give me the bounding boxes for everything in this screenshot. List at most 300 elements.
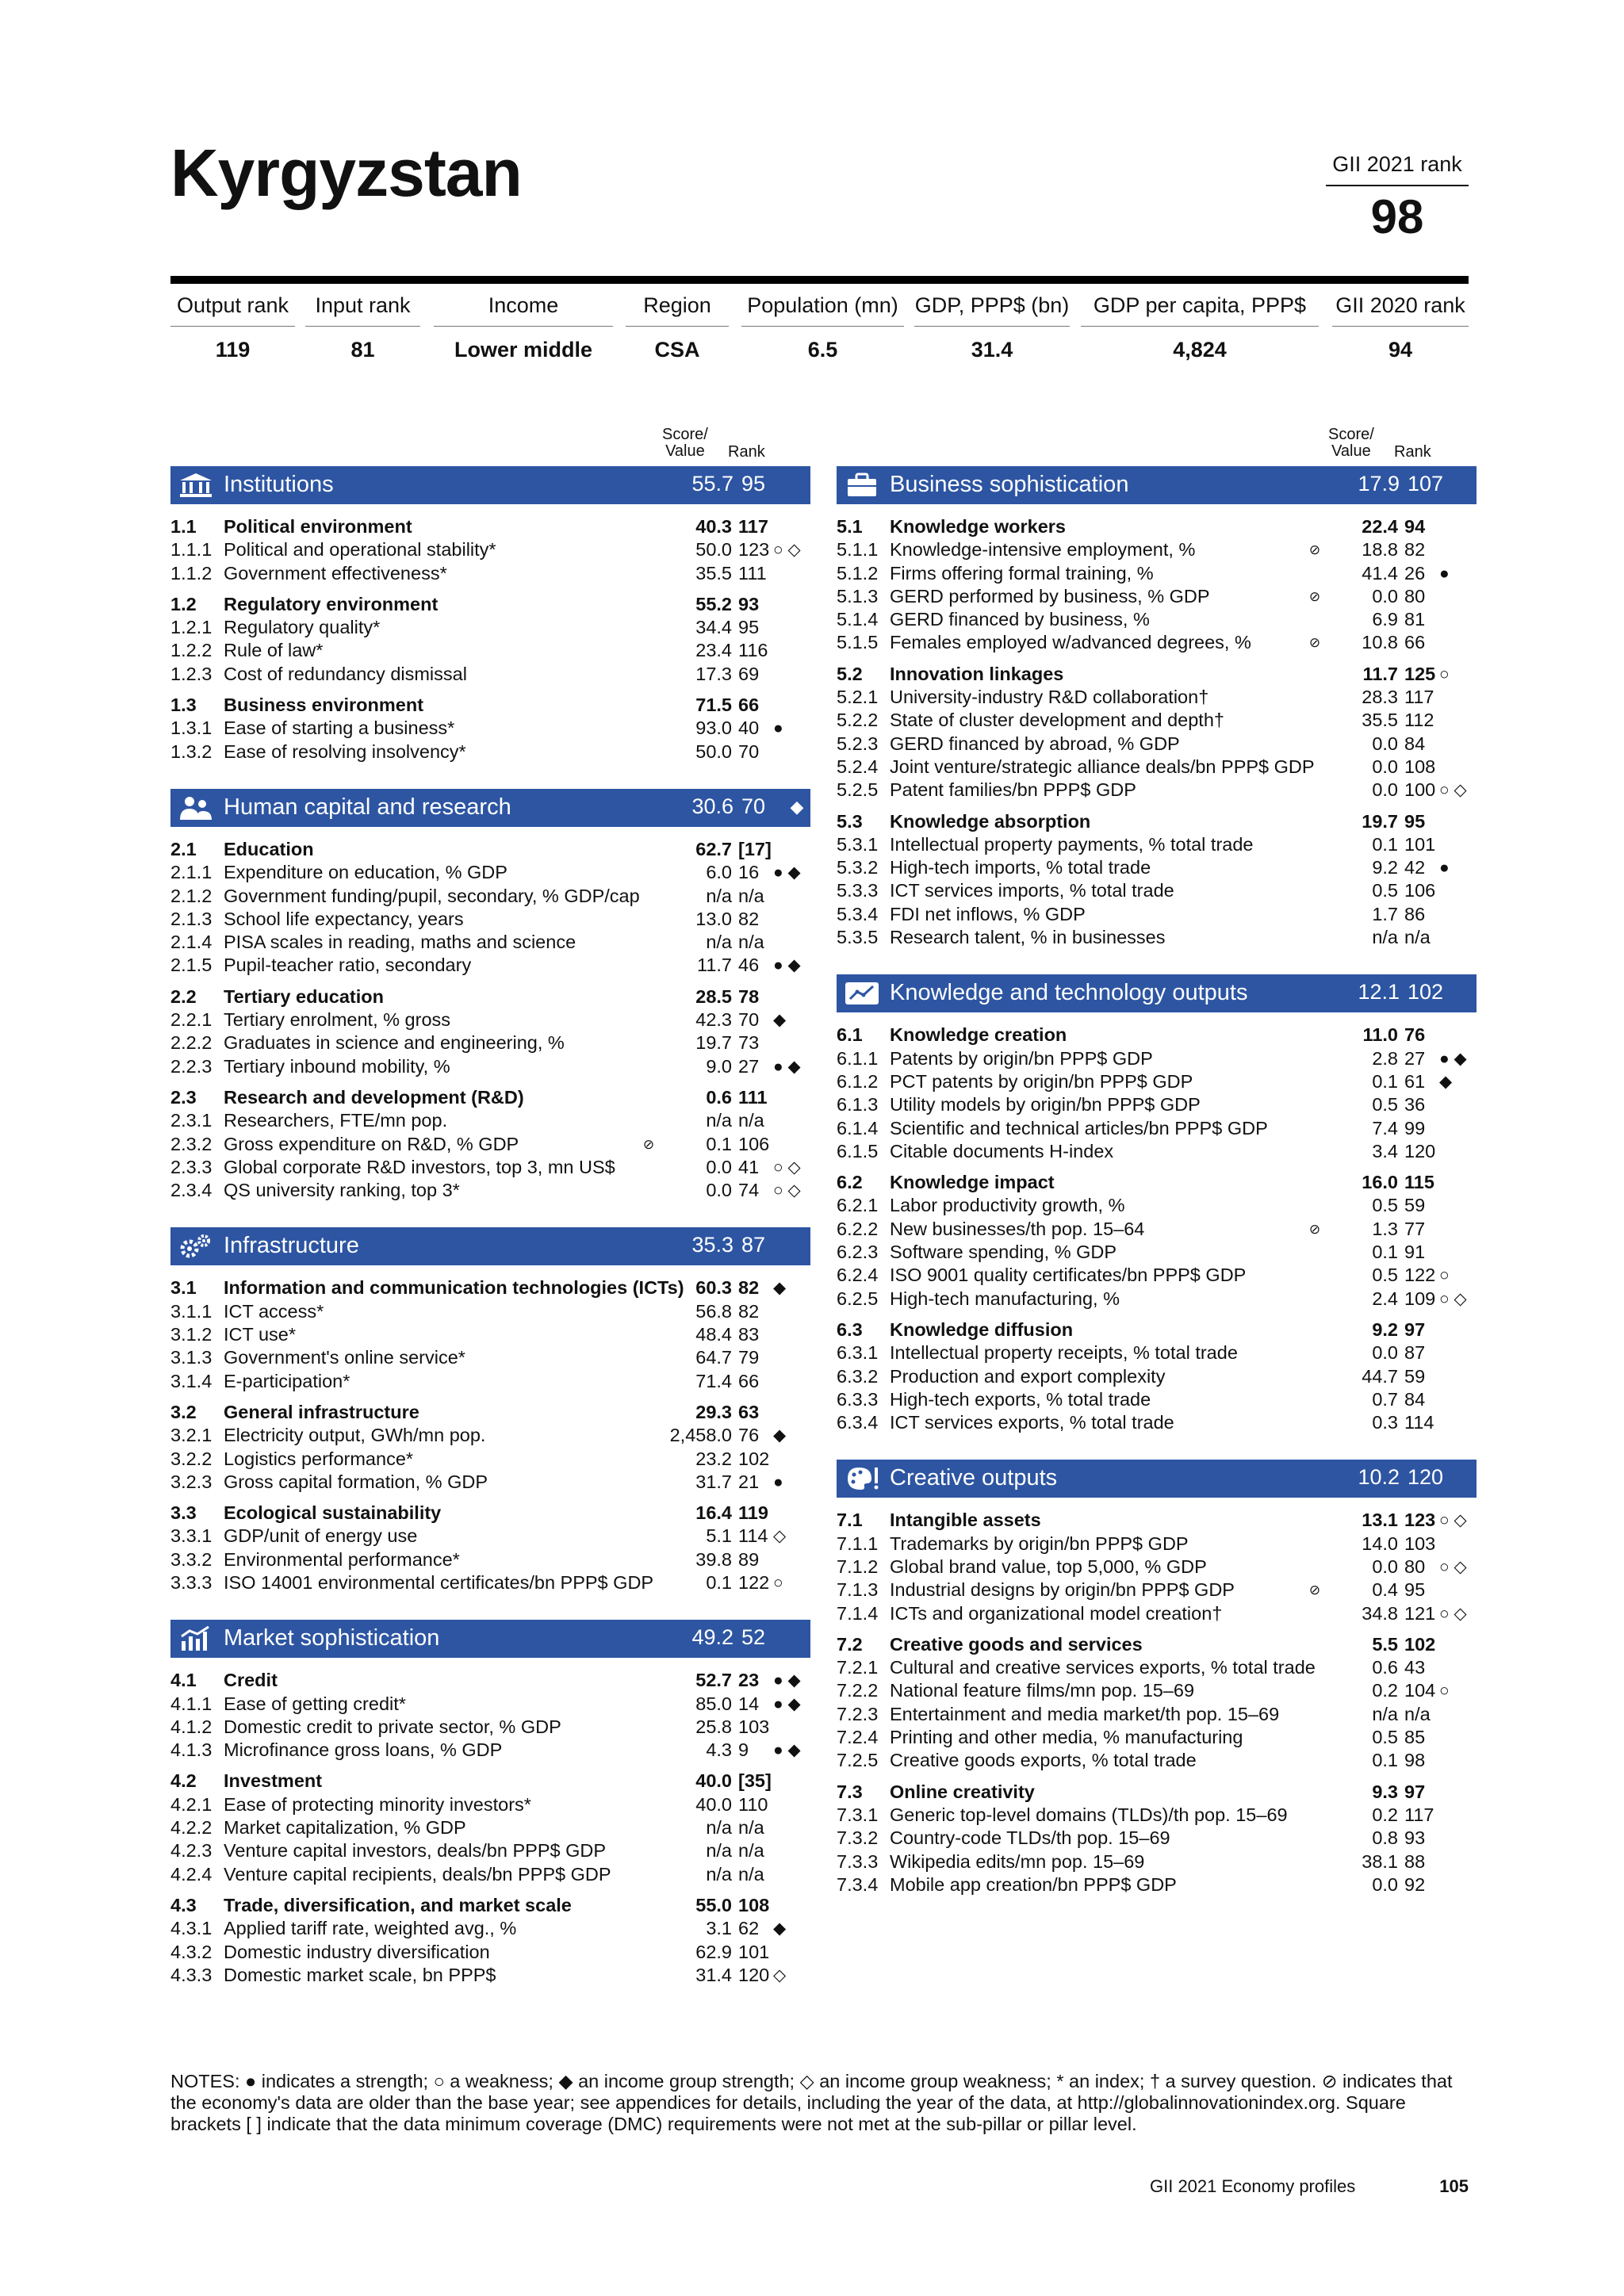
indicator-score: 0.0 xyxy=(1372,733,1398,754)
indicator-score: 56.8 xyxy=(695,1300,732,1322)
summary-value: 31.4 xyxy=(971,338,1013,362)
indicator-code: 5.3.4 xyxy=(837,903,879,924)
indicator-rank: 100 xyxy=(1404,779,1436,801)
pillar-score: 17.9 xyxy=(1358,472,1400,496)
indicator-row xyxy=(837,1365,1477,1388)
indicator-code: 6.3.4 xyxy=(837,1412,879,1433)
subpillar-rank: 102 xyxy=(1404,1633,1436,1655)
indicator-row xyxy=(170,1863,810,1886)
footer-page-number: 105 xyxy=(1439,2176,1469,2196)
indicator-label: Country-code TLDs/th pop. 15–69 xyxy=(890,1827,1170,1849)
indicator-label: Venture capital recipients, deals/bn PPP$ GDP xyxy=(224,1863,611,1885)
pillar-name: Infrastructure xyxy=(224,1233,359,1259)
indicator-code: 2.1.1 xyxy=(170,862,213,883)
indicator-label: ICT use* xyxy=(224,1324,296,1345)
indicator-score: 0.0 xyxy=(1372,779,1398,801)
indicator-score: 0.1 xyxy=(706,1571,732,1593)
subpillar-row xyxy=(170,1086,810,1109)
indicator-code: 2.3.3 xyxy=(170,1156,213,1177)
subpillar-row xyxy=(837,1781,1477,1804)
subpillar-row xyxy=(837,1318,1477,1341)
indicator-row xyxy=(170,1179,810,1202)
indicator-label: ICT services exports, % total trade xyxy=(890,1412,1174,1433)
indicator-row xyxy=(170,1964,810,1987)
indicator-label: School life expectancy, years xyxy=(224,908,464,929)
indicator-rank: 88 xyxy=(1404,1850,1426,1872)
summary-cell xyxy=(434,290,613,362)
indicator-code: 3.2.3 xyxy=(170,1471,213,1492)
indicator-label: Wikipedia edits/mn pop. 15–69 xyxy=(890,1850,1145,1872)
indicator-score: 9.2 xyxy=(1372,857,1398,878)
indicator-score: 35.5 xyxy=(695,562,732,584)
indicator-score: 9.0 xyxy=(706,1055,732,1077)
indicator-label: GERD financed by business, % xyxy=(890,609,1150,630)
pillar-gap xyxy=(837,949,1477,970)
subpillar-row xyxy=(170,1276,810,1299)
indicator-code: 1.3.1 xyxy=(170,718,213,739)
summary-value: 4,824 xyxy=(1173,338,1227,362)
indicator-label: High-tech manufacturing, % xyxy=(890,1288,1120,1309)
subpillar-code: 6.2 xyxy=(837,1172,863,1193)
indicator-label: Firms offering formal training, % xyxy=(890,562,1154,584)
indicator-row xyxy=(837,1117,1477,1140)
indicator-code: 3.2.1 xyxy=(170,1425,213,1446)
indicator-score: 13.0 xyxy=(695,908,732,929)
notes: NOTES: ● indicates a strength; ○ a weakness; ◆ an income group strength; ◇ an income group weakness; * an index; † a survey question. ⊘ indicates that the economy's data are older than the base year; see appendices for details, including the year of the data, at http://globalinnovationindex.org. Square brackets [ ] indicate that the data minimum coverage (DMC) requirements were not met at the sub-pillar or pillar level. xyxy=(170,2071,1453,2134)
old-data-flag-icon: ⊘ xyxy=(1308,635,1321,651)
indicator-score: 44.7 xyxy=(1362,1365,1398,1387)
indicator-label: Political and operational stability* xyxy=(224,539,496,561)
indicator-label: Ease of protecting minority investors* xyxy=(224,1793,531,1815)
indicator-label: Logistics performance* xyxy=(224,1448,414,1469)
score-header-line2: Value xyxy=(665,442,705,460)
pillar-gap xyxy=(170,1202,810,1223)
indicator-rank: n/a xyxy=(738,1110,764,1131)
subpillar-score: 40.3 xyxy=(695,516,732,537)
indicator-label: E-participation* xyxy=(224,1370,350,1391)
indicator-rank: 106 xyxy=(1404,880,1436,901)
indicator-code: 6.3.3 xyxy=(837,1388,879,1410)
indicator-code: 5.1.3 xyxy=(837,585,879,607)
indicator-rank: 14 xyxy=(738,1693,760,1714)
indicator-label: GDP/unit of energy use xyxy=(224,1525,418,1547)
indicator-rank: 59 xyxy=(1404,1365,1426,1387)
pillar-name: Human capital and research xyxy=(224,794,511,820)
indicator-row xyxy=(170,1793,810,1816)
briefcase-icon xyxy=(843,472,881,499)
indicator-rank: 101 xyxy=(738,1941,770,1962)
subpillar-rank: 119 xyxy=(738,1502,768,1524)
subpillar-label: Regulatory environment xyxy=(224,593,439,614)
indicator-label: FDI net inflows, % GDP xyxy=(890,903,1086,924)
indicator-code: 7.2.3 xyxy=(837,1703,879,1724)
indicator-mark: ◇ xyxy=(773,1527,787,1546)
pillar-score: 10.2 xyxy=(1358,1465,1400,1490)
indicator-score: 34.8 xyxy=(1362,1602,1398,1624)
subpillar-code: 3.2 xyxy=(170,1401,197,1422)
subpillar-rank: 82 xyxy=(738,1277,760,1299)
pillar-header xyxy=(170,466,810,504)
indicator-score: 48.4 xyxy=(695,1324,732,1345)
indicator-label: Industrial designs by origin/bn PPP$ GDP xyxy=(890,1579,1235,1601)
indicator-score: 0.1 xyxy=(1372,1070,1398,1092)
score-value-header xyxy=(1328,427,1374,460)
indicator-rank: n/a xyxy=(738,932,764,953)
indicator-rank: 82 xyxy=(738,908,760,929)
indicator-score: 31.7 xyxy=(695,1471,732,1492)
score-value-header xyxy=(662,427,708,460)
indicator-rank: 84 xyxy=(1404,1388,1426,1410)
summary-label: Population (mn) xyxy=(741,290,904,327)
indicator-score: 3.1 xyxy=(706,1918,732,1939)
indicator-score: 42.3 xyxy=(695,1009,732,1031)
indicator-score: 0.1 xyxy=(1372,833,1398,855)
indicator-rank: 117 xyxy=(1404,1804,1434,1825)
indicator-score: n/a xyxy=(706,932,732,953)
summary-cell xyxy=(741,290,904,362)
indicator-score: 0.5 xyxy=(1372,1094,1398,1115)
indicator-rank: 74 xyxy=(738,1180,760,1201)
subpillar-row xyxy=(837,1171,1477,1194)
subpillar-code: 2.3 xyxy=(170,1086,197,1108)
pillar-name: Knowledge and technology outputs xyxy=(890,980,1248,1006)
score-header-line2: Value xyxy=(1331,442,1371,460)
indicator-rank: 81 xyxy=(1404,609,1426,630)
pillar-rank: 70 xyxy=(741,794,766,818)
indicator-code: 6.2.5 xyxy=(837,1288,879,1309)
indicator-score: 50.0 xyxy=(695,740,732,762)
indicator-row xyxy=(837,1341,1477,1364)
subpillar-row xyxy=(170,1401,810,1424)
indicator-mark: ○ ◇ xyxy=(773,1158,801,1177)
summary-value: 94 xyxy=(1388,338,1413,362)
indicator-rank: n/a xyxy=(738,885,764,906)
subpillar-code: 7.3 xyxy=(837,1781,863,1802)
subpillar-rank: 123 xyxy=(1404,1510,1436,1531)
column-header xyxy=(170,420,810,461)
indicator-score: 0.5 xyxy=(1372,880,1398,901)
indicator-code: 5.3.1 xyxy=(837,833,879,855)
indicator-row xyxy=(170,740,810,763)
indicator-row xyxy=(170,616,810,639)
indicator-row xyxy=(837,1093,1477,1116)
subpillar-rank: 76 xyxy=(1404,1024,1426,1046)
indicator-row xyxy=(170,1571,810,1594)
indicator-row xyxy=(170,538,810,561)
indicator-score: 2,458.0 xyxy=(669,1425,732,1446)
indicator-label: Intellectual property receipts, % total trade xyxy=(890,1342,1238,1364)
summary-label: GDP, PPP$ (bn) xyxy=(914,290,1070,327)
indicator-score: 0.0 xyxy=(1372,756,1398,777)
indicator-row xyxy=(170,639,810,662)
indicator-score: 7.4 xyxy=(1372,1117,1398,1138)
indicator-score: 31.4 xyxy=(695,1964,732,1985)
indicator-label: Pupil-teacher ratio, secondary xyxy=(224,955,472,976)
old-data-flag-icon: ⊘ xyxy=(1308,542,1321,558)
indicator-row xyxy=(170,1739,810,1762)
indicator-mark: ○ xyxy=(1439,1266,1450,1285)
indicator-mark: ● ◆ xyxy=(773,1741,801,1760)
indicator-rank: 85 xyxy=(1404,1727,1426,1748)
indicator-mark: ● ◆ xyxy=(773,1057,801,1076)
indicator-code: 5.1.2 xyxy=(837,562,879,584)
indicator-row xyxy=(170,1346,810,1369)
indicator-label: GERD financed by abroad, % GDP xyxy=(890,733,1180,754)
subpillar-code: 5.2 xyxy=(837,663,863,684)
gii-rank-box xyxy=(1326,152,1469,244)
pillar-header xyxy=(170,789,810,827)
indicator-code: 4.3.1 xyxy=(170,1918,213,1939)
indicator-code: 5.1.5 xyxy=(837,632,879,653)
indicator-code: 5.1.4 xyxy=(837,609,879,630)
indicator-score: 6.9 xyxy=(1372,609,1398,630)
indicator-mark: ◆ xyxy=(773,1919,787,1938)
indicator-rank: 89 xyxy=(738,1548,760,1570)
summary-value: 81 xyxy=(350,338,375,362)
summary-label: Output rank xyxy=(170,290,295,327)
indicator-rank: 41 xyxy=(738,1156,760,1177)
indicator-label: Entertainment and media market/th pop. 15–69 xyxy=(890,1703,1280,1724)
indicator-mark: ● xyxy=(773,1472,783,1491)
indicator-score: 40.0 xyxy=(695,1793,732,1815)
indicator-rank: 95 xyxy=(1404,1579,1426,1601)
indicator-rank: n/a xyxy=(738,1817,764,1839)
subpillar-label: Business environment xyxy=(224,695,424,716)
indicator-score: 10.8 xyxy=(1362,632,1398,653)
indicator-score: 0.3 xyxy=(1372,1412,1398,1433)
subpillar-code: 4.2 xyxy=(170,1770,197,1792)
indicator-code: 7.2.1 xyxy=(837,1657,879,1678)
indicator-mark: ○ ◇ xyxy=(1439,1557,1467,1576)
indicator-code: 6.1.2 xyxy=(837,1070,879,1092)
indicator-mark: ● xyxy=(1439,859,1450,878)
indicator-code: 5.1.1 xyxy=(837,539,879,561)
subpillar-score: 71.5 xyxy=(695,695,732,716)
indicator-code: 1.3.2 xyxy=(170,740,213,762)
subpillar-code: 1.3 xyxy=(170,695,197,716)
subpillar-label: Knowledge impact xyxy=(890,1172,1055,1193)
indicator-rank: 101 xyxy=(1404,833,1436,855)
subpillar-score: 13.1 xyxy=(1362,1510,1398,1531)
indicator-label: Joint venture/strategic alliance deals/bn PPP$ GDP xyxy=(890,756,1315,777)
indicator-mark: ◆ xyxy=(773,1011,787,1030)
indicator-code: 2.3.2 xyxy=(170,1133,213,1154)
indicator-score: n/a xyxy=(706,1817,732,1839)
indicator-score: 0.5 xyxy=(1372,1265,1398,1286)
subpillar-score: 52.7 xyxy=(695,1670,732,1691)
indicator-label: Electricity output, GWh/mn pop. xyxy=(224,1425,486,1446)
indicator-row xyxy=(837,1873,1477,1896)
indicator-code: 3.3.3 xyxy=(170,1571,213,1593)
indicator-code: 6.1.1 xyxy=(837,1047,879,1069)
indicator-row xyxy=(837,1602,1477,1625)
right-column xyxy=(837,420,1477,1896)
indicator-code: 4.1.1 xyxy=(170,1693,213,1714)
indicator-row xyxy=(837,833,1477,856)
indicator-score: 0.6 xyxy=(1372,1657,1398,1678)
indicator-score: 0.2 xyxy=(1372,1680,1398,1701)
indicator-label: Global brand value, top 5,000, % GDP xyxy=(890,1556,1207,1577)
indicator-score: 0.1 xyxy=(1372,1750,1398,1771)
pillar-rank: 52 xyxy=(741,1625,766,1650)
subpillar-rank: [35] xyxy=(738,1770,772,1792)
indicator-code: 7.2.5 xyxy=(837,1750,879,1771)
indicator-score: n/a xyxy=(706,885,732,906)
indicator-label: Citable documents H-index xyxy=(890,1140,1114,1161)
indicator-code: 7.2.2 xyxy=(837,1680,879,1701)
indicator-code: 2.2.1 xyxy=(170,1009,213,1031)
indicator-row xyxy=(837,779,1477,802)
subpillar-code: 2.2 xyxy=(170,985,197,1007)
indicator-row xyxy=(837,1827,1477,1850)
indicator-score: 0.8 xyxy=(1372,1827,1398,1849)
indicator-label: Gross expenditure on R&D, % GDP xyxy=(224,1133,519,1154)
indicator-code: 3.1.4 xyxy=(170,1370,213,1391)
indicator-code: 5.2.4 xyxy=(837,756,879,777)
indicator-row xyxy=(837,608,1477,631)
country-title: Kyrgyzstan xyxy=(170,136,522,210)
indicator-rank: 116 xyxy=(738,640,768,661)
indicator-code: 2.1.5 xyxy=(170,955,213,976)
indicator-score: 11.7 xyxy=(697,955,732,976)
indicator-code: 6.2.1 xyxy=(837,1195,879,1216)
indicator-label: ICT services imports, % total trade xyxy=(890,880,1174,901)
indicator-rank: 93 xyxy=(1404,1827,1426,1849)
indicator-label: Patent families/bn PPP$ GDP xyxy=(890,779,1136,801)
indicator-row xyxy=(837,1556,1477,1578)
indicator-rank: 121 xyxy=(1404,1602,1436,1624)
indicator-mark: ● ◆ xyxy=(1439,1049,1467,1068)
indicator-row xyxy=(837,709,1477,732)
indicator-label: ICT access* xyxy=(224,1300,324,1322)
indicator-label: Graduates in science and engineering, % xyxy=(224,1032,565,1054)
indicator-score: 93.0 xyxy=(695,718,732,739)
subpillar-label: Research and development (R&D) xyxy=(224,1086,524,1108)
indicator-score: 14.0 xyxy=(1362,1533,1398,1554)
old-data-flag-icon: ⊘ xyxy=(1308,1582,1321,1598)
subpillar-code: 4.3 xyxy=(170,1894,197,1915)
indicator-row xyxy=(837,1703,1477,1726)
indicator-rank: 117 xyxy=(1404,687,1434,708)
bank-icon xyxy=(177,472,215,499)
indicator-rank: 108 xyxy=(1404,756,1436,777)
indicator-label: Government effectiveness* xyxy=(224,562,447,584)
indicator-rank: 27 xyxy=(1404,1047,1426,1069)
indicator-label: GERD performed by business, % GDP xyxy=(890,585,1210,607)
subpillar-row xyxy=(170,838,810,861)
indicator-row xyxy=(170,1471,810,1494)
indicator-code: 4.1.3 xyxy=(170,1739,213,1761)
subpillar-rank: 125 xyxy=(1404,663,1436,684)
subpillar-code: 3.3 xyxy=(170,1502,197,1524)
indicator-label: Cultural and creative services exports, % total trade xyxy=(890,1657,1316,1678)
subpillar-rank: 94 xyxy=(1404,516,1426,537)
subpillar-row xyxy=(837,1024,1477,1047)
indicator-rank: 79 xyxy=(738,1347,760,1368)
indicator-mark: ● ◆ xyxy=(773,863,801,882)
indicator-label: Domestic market scale, bn PPP$ xyxy=(224,1964,496,1985)
indicator-label: PISA scales in reading, maths and science xyxy=(224,932,576,953)
pillar-score: 35.3 xyxy=(691,1233,733,1257)
indicator-label: Mobile app creation/bn PPP$ GDP xyxy=(890,1873,1177,1895)
indicator-row xyxy=(837,879,1477,902)
indicator-mark: ○ ◇ xyxy=(1439,1289,1467,1308)
subpillar-mark: ○ xyxy=(1439,664,1450,683)
indicator-rank: 62 xyxy=(738,1918,760,1939)
indicator-score: n/a xyxy=(706,1110,732,1131)
indicator-rank: 111 xyxy=(738,562,767,584)
indicator-mark: ◆ xyxy=(1439,1072,1453,1091)
indicator-row xyxy=(837,1047,1477,1070)
indicator-label: Knowledge-intensive employment, % xyxy=(890,539,1196,561)
indicator-row xyxy=(170,1839,810,1862)
gii-rank-label: GII 2021 rank xyxy=(1326,152,1469,186)
subpillar-rank: 63 xyxy=(738,1401,760,1422)
indicator-rank: 82 xyxy=(1404,539,1426,561)
indicator-row xyxy=(170,1300,810,1323)
subpillar-label: Intangible assets xyxy=(890,1510,1041,1531)
indicator-rank: 86 xyxy=(1404,903,1426,924)
indicator-score: 0.1 xyxy=(706,1133,732,1154)
indicator-rank: 69 xyxy=(738,663,760,684)
subpillar-label: Knowledge creation xyxy=(890,1024,1067,1046)
indicator-code: 2.3.4 xyxy=(170,1180,213,1201)
indicator-code: 7.1.2 xyxy=(837,1556,879,1577)
summary-cell xyxy=(914,290,1070,362)
subpillar-label: Ecological sustainability xyxy=(224,1502,442,1524)
indicator-row xyxy=(170,663,810,686)
indicator-rank: 106 xyxy=(738,1133,770,1154)
pillar-name: Creative outputs xyxy=(890,1465,1058,1491)
subpillar-label: Trade, diversification, and market scale xyxy=(224,1894,572,1915)
indicator-rank: 95 xyxy=(738,617,760,638)
indicator-rank: 80 xyxy=(1404,585,1426,607)
indicator-row xyxy=(170,1716,810,1739)
indicator-score: 6.0 xyxy=(706,862,732,883)
summary-label: Region xyxy=(626,290,729,327)
indicator-rank: 82 xyxy=(738,1300,760,1322)
indicator-code: 6.1.4 xyxy=(837,1117,879,1138)
indicator-row xyxy=(837,926,1477,949)
indicator-row xyxy=(170,1693,810,1716)
indicator-score: 64.7 xyxy=(695,1347,732,1368)
subpillar-label: Investment xyxy=(224,1770,323,1792)
pillar-header xyxy=(170,1620,810,1658)
indicator-row xyxy=(170,1008,810,1031)
subpillar-mark: ● ◆ xyxy=(773,1671,801,1690)
indicator-rank: 114 xyxy=(738,1525,768,1547)
pillar-score: 49.2 xyxy=(691,1625,733,1650)
indicator-label: ISO 9001 quality certificates/bn PPP$ GDP xyxy=(890,1265,1247,1286)
indicator-score: 17.3 xyxy=(695,663,732,684)
subpillar-score: 55.2 xyxy=(695,593,732,614)
indicator-mark: ● xyxy=(1439,564,1450,583)
indicator-score: 23.4 xyxy=(695,640,732,661)
indicator-row xyxy=(837,538,1477,561)
subpillar-code: 3.1 xyxy=(170,1277,197,1299)
indicator-code: 1.2.2 xyxy=(170,640,213,661)
indicator-label: Domestic credit to private sector, % GDP xyxy=(224,1716,561,1737)
indicator-row xyxy=(170,1525,810,1548)
indicator-score: 19.7 xyxy=(695,1032,732,1054)
indicator-score: 71.4 xyxy=(695,1370,732,1391)
indicator-code: 2.1.4 xyxy=(170,932,213,953)
indicator-label: Venture capital investors, deals/bn PPP$ GDP xyxy=(224,1840,607,1862)
subpillar-label: Tertiary education xyxy=(224,985,384,1007)
indicator-code: 6.2.3 xyxy=(837,1242,879,1263)
palette-icon xyxy=(843,1465,881,1492)
indicator-label: Ease of resolving insolvency* xyxy=(224,740,466,762)
